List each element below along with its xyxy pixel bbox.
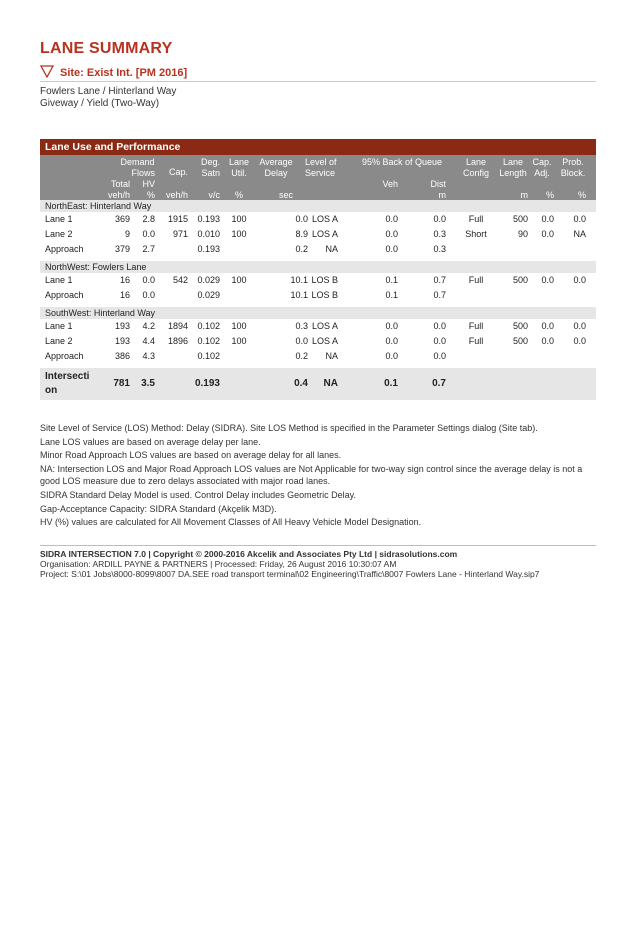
cell-label: Lane 2	[45, 336, 73, 346]
cell-block: 0.0	[573, 321, 586, 331]
cell-util: 100	[231, 229, 247, 239]
intersection-satn: 0.193	[194, 378, 220, 389]
cell-total: 193	[114, 321, 130, 331]
site-heading	[40, 64, 596, 82]
cell-length: 500	[512, 321, 528, 331]
note-2: Lane LOS values are based on average delay per lane.	[40, 436, 261, 447]
cell-veh: 0.0	[385, 244, 398, 254]
intersection-total: 781	[113, 378, 130, 389]
cell-capadj: 0.0	[541, 275, 554, 285]
cell-veh: 0.0	[385, 351, 398, 361]
cell-satn: 0.010	[197, 229, 220, 239]
cell-dist: 0.7	[433, 290, 446, 300]
cell-hv: 2.8	[142, 214, 155, 224]
cell-length: 500	[512, 336, 528, 346]
cell-capadj: 0.0	[541, 336, 554, 346]
site-label: Site: Exist Int. [PM 2016]	[60, 67, 188, 79]
column-header	[40, 155, 596, 200]
header-lane-config: Lane	[465, 157, 487, 167]
header-util: Util.	[231, 168, 247, 178]
cell-delay: 0.0	[295, 214, 308, 224]
cell-total: 16	[119, 275, 130, 285]
header-config: Config	[462, 168, 489, 178]
header-satn: Satn	[201, 168, 220, 178]
cell-hv: 0.0	[142, 229, 155, 239]
footer-project: Project: S:\01 Jobs\8000-8099\8007 DA.SEE road transport terminal\02 Engineering\Traffic\8007 Fowlers Lane - Hinterland Way.sip7	[40, 569, 540, 579]
intersection-hv: 3.5	[141, 378, 155, 389]
cell-dist: 0.0	[433, 336, 446, 346]
header-total: Total	[110, 179, 130, 189]
cell-hv: 4.4	[142, 336, 155, 346]
cell-total: 369	[114, 214, 130, 224]
cell-dist: 0.3	[433, 229, 446, 239]
cell-satn: 0.193	[197, 244, 220, 254]
header-deg: Deg.	[200, 157, 220, 167]
header-back-of-queue: 95% Back of Queue	[362, 157, 443, 167]
cell-config: Full	[468, 321, 484, 331]
control-type: Giveway / Yield (Two-Way)	[40, 98, 160, 109]
cell-block: 0.0	[573, 336, 586, 346]
cell-length: 90	[517, 229, 528, 239]
cell-hv: 4.2	[142, 321, 155, 331]
cell-util: 100	[231, 214, 247, 224]
cell-los: NA	[325, 351, 338, 361]
cell-label: Lane 1	[45, 321, 73, 331]
cell-dist: 0.7	[433, 275, 446, 285]
header-prob: Prob.	[562, 157, 584, 167]
cell-veh: 0.1	[385, 290, 398, 300]
cell-hv: 2.7	[142, 244, 155, 254]
cell-los: LOS B	[311, 290, 338, 300]
cell-length: 500	[512, 214, 528, 224]
cell-config: Full	[468, 214, 484, 224]
header-veh: Veh	[382, 179, 398, 189]
lane-table-body	[40, 200, 596, 400]
header-level-of: Level of	[305, 157, 337, 167]
cell-capadj: 0.0	[541, 321, 554, 331]
cell-cap: 1894	[167, 321, 188, 331]
header-flows: Flows	[131, 168, 155, 178]
cell-dist: 0.0	[433, 321, 446, 331]
note-1: Site Level of Service (LOS) Method: Delay (SIDRA). Site LOS Method is specified in the Parameter Settings dialog (Site tab).	[40, 423, 538, 433]
header-lane-length: Lane	[502, 157, 524, 167]
approach-group-northwest: NorthWest: Fowlers Lane	[40, 261, 596, 273]
table-row	[40, 212, 596, 227]
footer-organisation: Organisation: ARDILL PAYNE & PARTNERS | Processed: Friday, 26 August 2016 10:30:07 AM	[40, 559, 397, 569]
cell-cap: 971	[172, 229, 188, 239]
cell-label: Approach	[45, 351, 84, 361]
header-delay-unit: sec	[278, 190, 293, 200]
cell-satn: 0.102	[197, 351, 220, 361]
table-title: Lane Use and Performance	[40, 139, 596, 155]
cell-los: LOS B	[311, 275, 338, 285]
intersection-label: Intersection	[45, 371, 90, 396]
cell-delay: 0.2	[295, 351, 308, 361]
cell-total: 379	[114, 244, 130, 254]
cell-label: Lane 2	[45, 229, 73, 239]
note-6: Gap-Acceptance Capacity: SIDRA Standard (Akçelik M3D).	[40, 503, 277, 514]
footer	[40, 549, 600, 579]
intersection-dist: 0.7	[432, 378, 446, 389]
header-cap: Cap.	[168, 167, 188, 177]
cell-veh: 0.0	[385, 214, 398, 224]
cell-total: 9	[124, 229, 130, 239]
cell-dist: 0.0	[433, 351, 446, 361]
cell-capadj: 0.0	[541, 229, 554, 239]
header-util-unit: %	[234, 190, 243, 200]
cell-delay: 0.0	[295, 336, 308, 346]
cell-config: Full	[468, 275, 484, 285]
header-lane: Lane	[228, 157, 250, 167]
header-length-unit: m	[520, 190, 528, 200]
header-average: Average	[259, 157, 293, 167]
cell-util: 100	[231, 321, 247, 331]
cell-label: Lane 1	[45, 214, 73, 224]
cell-util: 100	[231, 275, 247, 285]
approach-group-southwest: SouthWest: Hinterland Way	[40, 307, 596, 319]
cell-delay: 10.1	[290, 275, 308, 285]
triangle-down-icon	[40, 65, 54, 78]
cell-delay: 8.9	[295, 229, 308, 239]
cell-hv: 0.0	[142, 275, 155, 285]
header-hv: HV	[142, 179, 155, 189]
header-delay: Delay	[264, 168, 288, 178]
header-block-unit: %	[577, 190, 586, 200]
intersection-names: Fowlers Lane / Hinterland Way	[40, 86, 177, 97]
header-satn-unit: v/c	[208, 190, 220, 200]
cell-label: Approach	[45, 290, 84, 300]
header-hv-unit: %	[146, 190, 155, 200]
note-3: Minor Road Approach LOS values are based on average delay for all lanes.	[40, 450, 342, 461]
cell-total: 193	[114, 336, 130, 346]
header-total-unit: veh/h	[107, 190, 130, 200]
cell-satn: 0.102	[197, 321, 220, 331]
cell-util: 100	[231, 336, 247, 346]
header-adj: Adj.	[534, 168, 550, 178]
table-row	[40, 319, 596, 334]
cell-cap: 1915	[167, 214, 188, 224]
header-block: Block.	[560, 168, 586, 178]
table-row	[40, 349, 596, 364]
cell-hv: 0.0	[142, 290, 155, 300]
cell-config: Short	[465, 229, 487, 239]
cell-satn: 0.029	[197, 275, 220, 285]
header-length: Length	[499, 168, 527, 178]
cell-capadj: 0.0	[541, 214, 554, 224]
note-5: SIDRA Standard Delay Model is used. Control Delay includes Geometric Delay.	[40, 490, 356, 501]
cell-length: 500	[512, 275, 528, 285]
cell-cap: 542	[172, 275, 188, 285]
intersection-row	[40, 368, 596, 400]
cell-los: LOS A	[311, 214, 338, 224]
header-dist: Dist	[430, 179, 446, 189]
header-demand: Demand	[120, 157, 155, 167]
cell-total: 386	[114, 351, 130, 361]
header-dist-unit: m	[438, 190, 446, 200]
cell-dist: 0.0	[433, 214, 446, 224]
table-row	[40, 334, 596, 349]
cell-los: LOS A	[311, 321, 338, 331]
cell-total: 16	[119, 290, 130, 300]
header-cap-adj: Cap.	[532, 157, 552, 167]
cell-hv: 4.3	[142, 351, 155, 361]
cell-los: LOS A	[311, 229, 338, 239]
cell-satn: 0.029	[197, 290, 220, 300]
approach-group-northeast: NorthEast: Hinterland Way	[40, 200, 596, 212]
cell-block: 0.0	[573, 275, 586, 285]
footer-copyright: SIDRA INTERSECTION 7.0 | Copyright © 2000-2016 Akcelik and Associates Pty Ltd | sidrasolutions.com	[40, 549, 458, 559]
note-7: HV (%) values are calculated for All Movement Classes of All Heavy Vehicle Model Designation.	[40, 517, 422, 528]
intersection-delay: 0.4	[294, 378, 308, 389]
table-row	[40, 242, 596, 257]
note-4: NA: Intersection LOS and Major Road Approach LOS values are Not Applicable for two-way sign control since the average delay is not a good LOS measure due to zero delays associated with major road lanes.	[40, 464, 583, 487]
cell-los: LOS A	[311, 336, 338, 346]
cell-los: NA	[325, 244, 338, 254]
cell-veh: 0.0	[385, 321, 398, 331]
cell-veh: 0.0	[385, 336, 398, 346]
intersection-los: NA	[323, 378, 338, 389]
cell-cap: 1896	[167, 336, 188, 346]
cell-satn: 0.193	[197, 214, 220, 224]
cell-veh: 0.1	[385, 275, 398, 285]
header-cap-unit: veh/h	[165, 190, 188, 200]
cell-block: 0.0	[573, 214, 586, 224]
cell-satn: 0.102	[197, 336, 220, 346]
cell-block: NA	[573, 229, 586, 239]
cell-delay: 0.2	[295, 244, 308, 254]
cell-delay: 0.3	[295, 321, 308, 331]
intersection-veh: 0.1	[384, 378, 398, 389]
cell-dist: 0.3	[433, 244, 446, 254]
report-title: LANE SUMMARY	[40, 40, 173, 57]
cell-label: Lane 1	[45, 275, 73, 285]
table-row	[40, 273, 596, 288]
notes	[40, 422, 600, 530]
footer-divider	[40, 545, 596, 546]
table-row	[40, 288, 596, 303]
header-adj-unit: %	[545, 190, 554, 200]
table-row	[40, 227, 596, 242]
cell-config: Full	[468, 336, 484, 346]
cell-veh: 0.0	[385, 229, 398, 239]
header-service: Service	[305, 168, 336, 178]
cell-delay: 10.1	[290, 290, 308, 300]
cell-label: Approach	[45, 244, 84, 254]
